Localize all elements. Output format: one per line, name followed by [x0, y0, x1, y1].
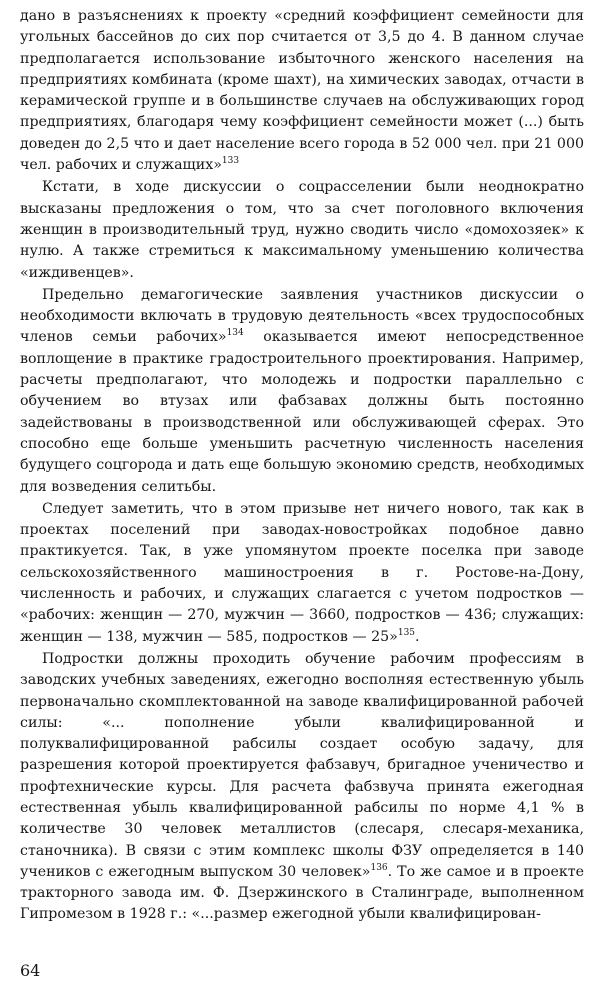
page-number: 64 — [20, 961, 41, 980]
page-text — [20, 6, 584, 926]
paragraph — [20, 499, 584, 648]
footnote-ref: 135 — [397, 627, 416, 638]
paragraph — [20, 285, 584, 498]
footnote-ref: 136 — [370, 862, 388, 873]
footnote-ref: 133 — [221, 156, 240, 167]
paragraph-text: . То же самое и в проекте тракторного завода им. Ф. Дзержинского в Сталинграде, выполненном Гипромезом в 1928 г.: «...размер ежегодной убыли квалифицирован- — [20, 863, 584, 923]
paragraph-text: оказывается имеют непосредственное воплощение в практике градостроительного проектирования. Например, расчеты предполагают, что молодежь и подростки параллельно с обучением во втузах или фабзавах должны быть постоянно задействованы в производственной или обслуживающей сферах. Это способно еще больше уменьшить расчетную численность населения будущего соцгорода и дать еще большую экономию средств, необходимых для возведения селитьбы. — [20, 329, 584, 495]
footnote-ref: 134 — [226, 328, 244, 339]
paragraph — [20, 6, 584, 176]
paragraph — [20, 649, 584, 926]
paragraph-text: Следует заметить, что в этом призыве нет ничего нового, так как в проектах поселений при заводах-новостройках подобное давно практикуется. Так, в уже упомянутом проекте поселка при заводе сельскохозяйственного машиностроения в г. Ростове-на-Дону, численность и рабочих, и служащих слагается с учетом подростков — «рабочих: женщин — 270, мужчин — 3660, подростков — 436; служащих: женщин — 138, мужчин — 585, подростков — 25» — [20, 500, 584, 645]
paragraph — [20, 177, 584, 283]
paragraph-text: Подростки должны проходить обучение рабочим профессиям в заводских учебных заведениях, ежегодно восполняя естественную убыль первоначально скомплектованной на заводе квалифицированной рабочей силы: «... пополнение убыли квалифицированной и полуквалифицированной рабсилы создает особую задачу, для разрешения которой проектируется фабзавуч, бригадное ученичество и профтехнические курсы. Для расчета фабзвуча принята ежегодная естественная убыль квалифицированной рабсилы по норме 4,1 % в количестве 30 человек металлистов (слесаря, слесаря-механика, станочника). В связи с этим комплекс школы ФЗУ определяется в 140 учеников с ежегодным выпуском 30 человек» — [20, 650, 584, 880]
paragraph-text: дано в разъяснениях к проекту «средний коэффициент семейности для угольных бассейнов до сих пор считается от 3,5 до 4. В данном случае предполагается использование избыточного женского населения на предприятиях комбината (кроме шахт), на химических заводах, отчасти в керамической группе и в большинстве случаев на обслуживающих город предприятиях, благодаря чему коэффициент семейности может (...) быть доведен до 2,5 что и дает население всего города в 52 000 чел. при 21 000 чел. рабочих и служащих» — [20, 8, 585, 174]
paragraph-text: Кстати, в ходе дискуссии о соцрасселении были неоднократно высказаны предложения о том, что за счет поголовного включения женщин в производительный труд, нужно сводить число «домохозяек» к нулю. А также стремиться к максимальному уменьшению количества «иждивенцев». — [20, 179, 584, 281]
paragraph-text: Предельно демагогические заявления участников дискуссии о необходимости включать в трудовую деятельность «всех трудоспособных членов семьи рабочих» — [20, 286, 584, 346]
paragraph-text: . — [415, 628, 420, 645]
